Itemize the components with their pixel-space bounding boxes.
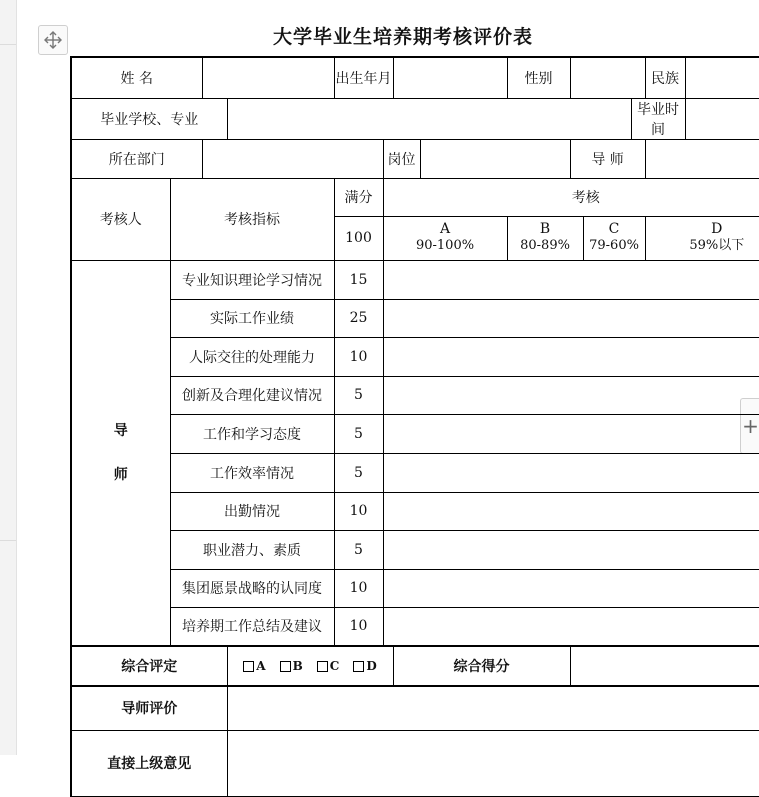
item-rating-field[interactable]	[383, 569, 759, 607]
item-name: 专业知识理论学习情况	[182, 272, 322, 289]
item-score: 5	[354, 464, 363, 481]
full-score-total: 100	[345, 230, 372, 246]
assessment-label: 考核	[571, 190, 600, 206]
item-rating-field[interactable]	[383, 299, 759, 337]
checkbox-icon	[243, 661, 254, 672]
item-rating-field[interactable]	[383, 492, 759, 530]
item-score: 10	[349, 503, 368, 519]
school-field[interactable]	[227, 98, 631, 139]
item-rating-field[interactable]	[383, 607, 759, 646]
total-score-label: 综合得分	[453, 659, 510, 675]
gender-field[interactable]	[570, 57, 645, 98]
item-name: 出勤情况	[224, 504, 280, 520]
grad-time-field[interactable]	[685, 98, 759, 139]
full-score-label: 满分	[344, 190, 373, 206]
dept-label: 所在部门	[108, 151, 165, 168]
item-rating-field[interactable]	[383, 414, 759, 453]
item-rating-field[interactable]	[383, 337, 759, 376]
assessor-mentor-cell: 导 师	[71, 260, 170, 646]
post-label: 岗位	[387, 151, 416, 168]
item-name: 实际工作业绩	[210, 311, 294, 327]
item-score: 5	[354, 387, 363, 403]
dept-field[interactable]	[202, 139, 383, 178]
name-field[interactable]	[202, 57, 334, 98]
supervisor-opinion-label: 直接上级意见	[107, 756, 192, 772]
overall-option-b[interactable]: B	[280, 659, 303, 673]
gender-label: 性别	[524, 70, 553, 87]
overall-label: 综合评定	[121, 659, 178, 675]
item-rating-field[interactable]	[383, 453, 759, 492]
overall-option-c[interactable]: C	[317, 659, 340, 673]
mentor-field[interactable]	[645, 139, 759, 178]
overall-option-a[interactable]: A	[243, 659, 265, 673]
name-label: 姓 名	[120, 70, 153, 87]
move-icon	[43, 30, 63, 50]
item-score: 5	[354, 541, 363, 558]
birth-label: 出生年月	[335, 70, 392, 87]
ethnicity-field[interactable]	[685, 57, 759, 98]
item-rating-field[interactable]	[383, 260, 759, 299]
mentor-label: 导 师	[591, 151, 624, 168]
evaluation-table	[70, 56, 759, 797]
mentor-eval-field[interactable]	[227, 686, 759, 730]
grade-c-header: C 79-60%	[583, 216, 645, 260]
supervisor-opinion-field[interactable]	[227, 730, 759, 796]
total-score-field[interactable]	[570, 646, 759, 686]
grad-time-label: 毕业时间	[637, 101, 680, 138]
checkbox-icon	[353, 661, 364, 672]
mentor-eval-label: 导师评价	[121, 701, 178, 718]
item-rating-field[interactable]	[383, 530, 759, 569]
item-name: 职业潜力、素质	[203, 542, 301, 559]
item-score: 10	[349, 580, 368, 596]
item-score: 25	[349, 310, 368, 326]
item-rating-field[interactable]	[383, 376, 759, 414]
item-name: 工作和学习态度	[203, 426, 301, 443]
item-name: 集团愿景战略的认同度	[182, 581, 322, 597]
margin-divider	[0, 540, 16, 541]
checkbox-icon	[280, 661, 291, 672]
margin-divider	[0, 44, 16, 45]
plus-icon: +	[742, 414, 759, 438]
item-name: 培养期工作总结及建议	[182, 619, 322, 636]
birth-field[interactable]	[393, 57, 507, 98]
table-move-handle[interactable]	[38, 25, 68, 55]
post-field[interactable]	[420, 139, 570, 178]
grade-a-header: A 90-100%	[383, 216, 507, 260]
item-score: 10	[349, 618, 368, 635]
item-name: 人际交往的处理能力	[189, 349, 315, 366]
item-name: 工作效率情况	[210, 465, 294, 482]
page-title: 大学毕业生培养期考核评价表	[272, 26, 533, 48]
grade-b-header: B 80-89%	[507, 216, 583, 260]
left-margin-strip	[0, 0, 17, 755]
item-score: 10	[349, 348, 368, 365]
school-label: 毕业学校、专业	[100, 111, 199, 128]
overall-options	[227, 646, 393, 686]
assessor-label: 考核人	[99, 212, 142, 228]
grade-d-header: D 59%以下	[645, 216, 759, 260]
item-name: 创新及合理化建议情况	[182, 388, 322, 404]
overall-option-d[interactable]: D	[353, 659, 376, 673]
checkbox-icon	[317, 661, 328, 672]
indicator-label: 考核指标	[224, 212, 280, 228]
item-score: 5	[354, 425, 363, 442]
ethnicity-label: 民族	[651, 70, 680, 87]
item-score: 15	[349, 271, 368, 288]
